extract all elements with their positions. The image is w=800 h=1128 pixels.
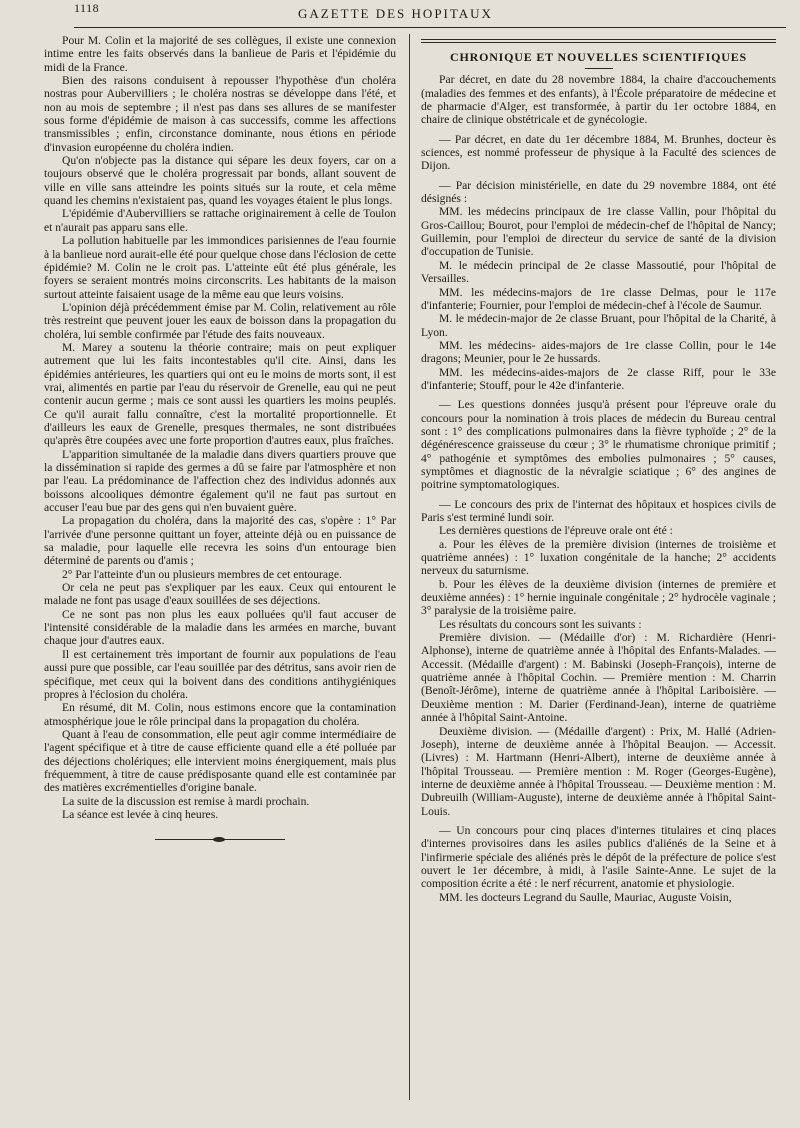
- paragraph: b. Pour les élèves de la deuxième division (internes de première et deuxième années) : 1° hernie inguinale congénitale ; 2° hydrocèle vaginale ; 3° paralysie de la troisième paire.: [421, 577, 776, 618]
- paragraph: Par décret, en date du 28 novembre 1884, la chaire d'accouchements (maladies des femmes et des enfants), à l'École préparatoire de médecine et de pharmacie d'Alger, est transformée, à partir du 1er octobre 1884, en chaire de clinique obstétricale et de gynécologie.: [421, 73, 776, 127]
- running-title: GAZETTE DES HOPITAUX: [298, 6, 493, 21]
- paragraph: Les résultats du concours sont les suivants :: [439, 617, 642, 631]
- section-double-rule: [421, 39, 776, 43]
- paragraph: Il est certainement très important de fournir aux populations de l'eau aussi pure que possible, car l'eau souillée par des détritus, sans avoir rien de spécifique, met ceux qui la boivent dans des conditions antihygiéniques propres à l'éclosion du choléra.: [44, 647, 396, 701]
- paragraph: MM. les médecins principaux de 1re classe Vallin, pour l'hôpital du Gros-Caillou; Bourot, pour l'emploi de médecin-chef de l'hôpital de Nancy; Guillemin, pour l'emploi de directeur du service de santé de la division d'occupation de Tunisie.: [421, 205, 776, 259]
- paragraph: — Un concours pour cinq places d'internes titulaires et cinq places d'internes provisoires dans les asiles publics d'aliénés de la Seine et à l'infirmerie spéciale des aliénés près le dépôt de la préfecture de police s'est ouvert le 1er décembre, à midi, à l'asile Sainte-Anne. Le sujet de la composition écrite a été : le nerf récurrent, anatomie et physiologie.: [421, 823, 776, 891]
- paragraph: Or cela ne peut pas s'expliquer par les eaux. Ceux qui entourent le malade ne font pas usage d'eaux souillées de ses déjections.: [44, 581, 396, 608]
- paragraph: La suite de la discussion est remise à mardi prochain.: [62, 794, 310, 808]
- paragraph: MM. les médecins-majors de 1re classe Delmas, pour le 117e d'infanterie; Fournier, pour l'emploi de médecin-chef à l'école de Saumur.: [421, 285, 776, 312]
- paragraph: Les dernières questions de l'épreuve orale ont été :: [439, 524, 673, 538]
- paragraph: L'épidémie d'Aubervilliers se rattache originairement à celle de Toulon et n'aurait pas apparu sans elle.: [44, 207, 396, 234]
- paragraph: L'opinion déjà précédemment émise par M. Colin, relativement au rôle très restreint que peuvent jouer les eaux de boisson dans la propagation du choléra, lui semble confirmée par l'étude des faits nouveaux.: [44, 300, 396, 341]
- paragraph: M. le médecin-major de 2e classe Bruant, pour l'hôpital de la Charité, à Lyon.: [421, 312, 776, 339]
- paragraph: MM. les médecins-aides-majors de 2e classe Riff, pour le 33e d'infanterie; Stouff, pour le 42e d'infanterie.: [421, 365, 776, 392]
- paragraph: La propagation du choléra, dans la majorité des cas, s'opère : 1° Par l'arrivée d'une personne quittant un foyer, atteinte déjà ou en puissance de sa maladie, pour laquelle elle recevra les soins d'un entourage bien déterminé de parents ou d'amis ;: [44, 514, 396, 568]
- paragraph: En résumé, dit M. Colin, nous estimons encore que la contamination atmosphérique joue le rôle principal dans la propagation du choléra.: [44, 701, 396, 728]
- paragraph: La pollution habituelle par les immondices parisiennes de l'eau fournie à la banlieue nord aurait-elle été pour quelque chose dans l'éclosion de cette épidémie? M. Colin ne le croit pas. L'atteinte eût été plus générale, les foyers se seraient montrés moins circonscrits. Les habitants de la maison surtout atteinte faisaient usage de la même eau que leurs voisins.: [44, 234, 396, 301]
- paragraph: Première division. — (Médaille d'or) : M. Richardière (Henri-Alphonse), interne de quatrième année à l'hôpital des Enfants-Malades. — Accessit. (Médaille d'argent) : M. Babinski (Joseph-François), interne de quatrième année à l'hôpital Cochin. — Première mention : M. Charrin (Benoît-Jérôme), interne de quatrième année à l'hôpital Lariboisière. — Deuxième mention : M. Darier (Ferdinand-Jean), interne de quatrième année à l'hôpital Saint-Antoine.: [421, 631, 776, 725]
- paragraph: — Par décision ministérielle, en date du 29 novembre 1884, ont été désignés :: [421, 178, 776, 206]
- paragraph: La séance est levée à cinq heures.: [62, 807, 219, 821]
- paragraph: — Par décret, en date du 1er décembre 1884, M. Brunhes, docteur ès sciences, est nommé professeur de physique à la Faculté des sciences de Dijon.: [421, 132, 776, 173]
- title-underline: [585, 68, 613, 69]
- left-column: [44, 34, 396, 840]
- right-column: [421, 34, 776, 904]
- paragraph: M. le médecin principal de 2e classe Massoutié, pour l'hôpital de Versailles.: [421, 258, 776, 286]
- paragraph: Pour M. Colin et la majorité de ses collègues, il existe une connexion intime entre les faits observés dans la banlieue de Paris et l'épidémie du midi de la France.: [44, 34, 396, 74]
- section-title: CHRONIQUE ET NOUVELLES SCIENTIFIQUES: [450, 50, 747, 64]
- paragraph: Bien des raisons conduisent à repousser l'hypothèse d'un choléra nostras pour Aubervilliers ; le choléra nostras se développe dans l'été, et non au mois de septembre ; il n'est pas dans ses allures de se manifester sous forme d'épidémie de maison à cas successifs, comme les affections transmissibles ; enfin, circonstance dominante, nous étions en période d'invasion européenne du choléra indien.: [44, 74, 396, 154]
- end-ornament-rule: [155, 839, 285, 840]
- header-rule: [74, 27, 786, 28]
- paragraph: M. Marey a soutenu la théorie contraire; mais on peut expliquer autrement que lui les faits incontestables qu'il cite. Ainsi, dans les épidémies antérieures, les quartiers qui ont eu le moins de morts sont, il est vrai, alimentés en partie par l'eau du réservoir de Grenelle, eau qui ne peut contenir aucun germe ; mais ce sont aussi les quartiers les moins peuplés. Ce qu'il aurait fallu connaître, c'est la mortalité proportionnelle. Et d'ailleurs les eaux de Grenelle, presques thermales, ne sont distribuées qu'après être coupées avec une forte proportion d'autres eaux, plus fraîches.: [44, 340, 396, 448]
- paragraph: 2° Par l'atteinte d'un ou plusieurs membres de cet entourage.: [62, 567, 342, 581]
- paragraph: Deuxième division. — (Médaille d'argent) : Prix, M. Hallé (Adrien-Joseph), interne de deuxième année à l'hôpital Beaujon. — Accessit. (Livres) : M. Hartmann (Henri-Albert), interne de deuxième année à l'hôpital Trousseau. — Première mention : M. Roger (Georges-Eugène), interne de deuxième année à l'hôpital Trousseau. — Deuxième mention : M. Dubreuilh (William-Auguste), interne de deuxième année à l'hôpital Saint-Louis.: [421, 724, 776, 818]
- paragraph: a. Pour les élèves de la première division (internes de troisième et quatrième années) : 1° luxation congénitale de la hanche; 2° accidents nerveux du saturnisme.: [421, 537, 776, 578]
- paragraph: Qu'on n'objecte pas la distance qui sépare les deux foyers, car on a toujours observé que le choléra progressait par bonds, allant souvent de ville en ville sans atteindre les points situés sur la route, et cela même quand les chemins n'existaient pas, quand les voyages étaient le plus longs.: [44, 154, 396, 208]
- paragraph: MM. les médecins- aides-majors de 1re classe Collin, pour le 14e dragons; Meunier, pour le 2e hussards.: [421, 338, 776, 366]
- paragraph: MM. les docteurs Legrand du Saulle, Mauriac, Auguste Voisin,: [439, 890, 732, 904]
- paragraph: Quant à l'eau de consommation, elle peut agir comme intermédiaire de l'agent spécifique et à titre de cause efficiente quand elle a été polluée par des déjections cholériques; elle intervient moins énergiquement, mais plus fréquemment, à titre de cause prédisposante quand elle est contaminée par des matières excrémentielles d'origine banale.: [44, 727, 396, 795]
- column-divider: [409, 34, 410, 1100]
- paragraph: L'apparition simultanée de la maladie dans divers quartiers prouve que la dissémination si rapide des germes a dû se faire par l'atmosphère et non par l'eau. La prédominance de l'affection chez des individus adonnés aux boissons alcooliques démontre également qu'il ne faut pas surtout en accuser l'eau bue par des gens qui n'en buvaient guère.: [44, 447, 396, 515]
- paragraph: Ce ne sont pas non plus les eaux polluées qu'il faut accuser de l'intensité considérable de la maladie dans les armées en marche, buvant chaque jour d'autres eaux.: [44, 607, 396, 648]
- paragraph: — Les questions données jusqu'à présent pour l'épreuve orale du concours pour la nomination à trois places de médecin du Bureau central sont : 1° des complications pulmonaires dans la fièvre typhoïde ; 2° de la dégénérescence graisseuse du cœur ; 3° le rhumatisme chronique primitif ; 4° pathogénie et symptômes des embolies pulmonaires ; 5° causes, symptômes et diagnostic de la névralgie sciatique ; 6° des angines de poitrine symptomatologiques.: [421, 398, 776, 492]
- page-number: 1118: [74, 1, 100, 15]
- paragraph: — Le concours des prix de l'internat des hôpitaux et hospices civils de Paris s'est terminé lundi soir.: [421, 497, 776, 524]
